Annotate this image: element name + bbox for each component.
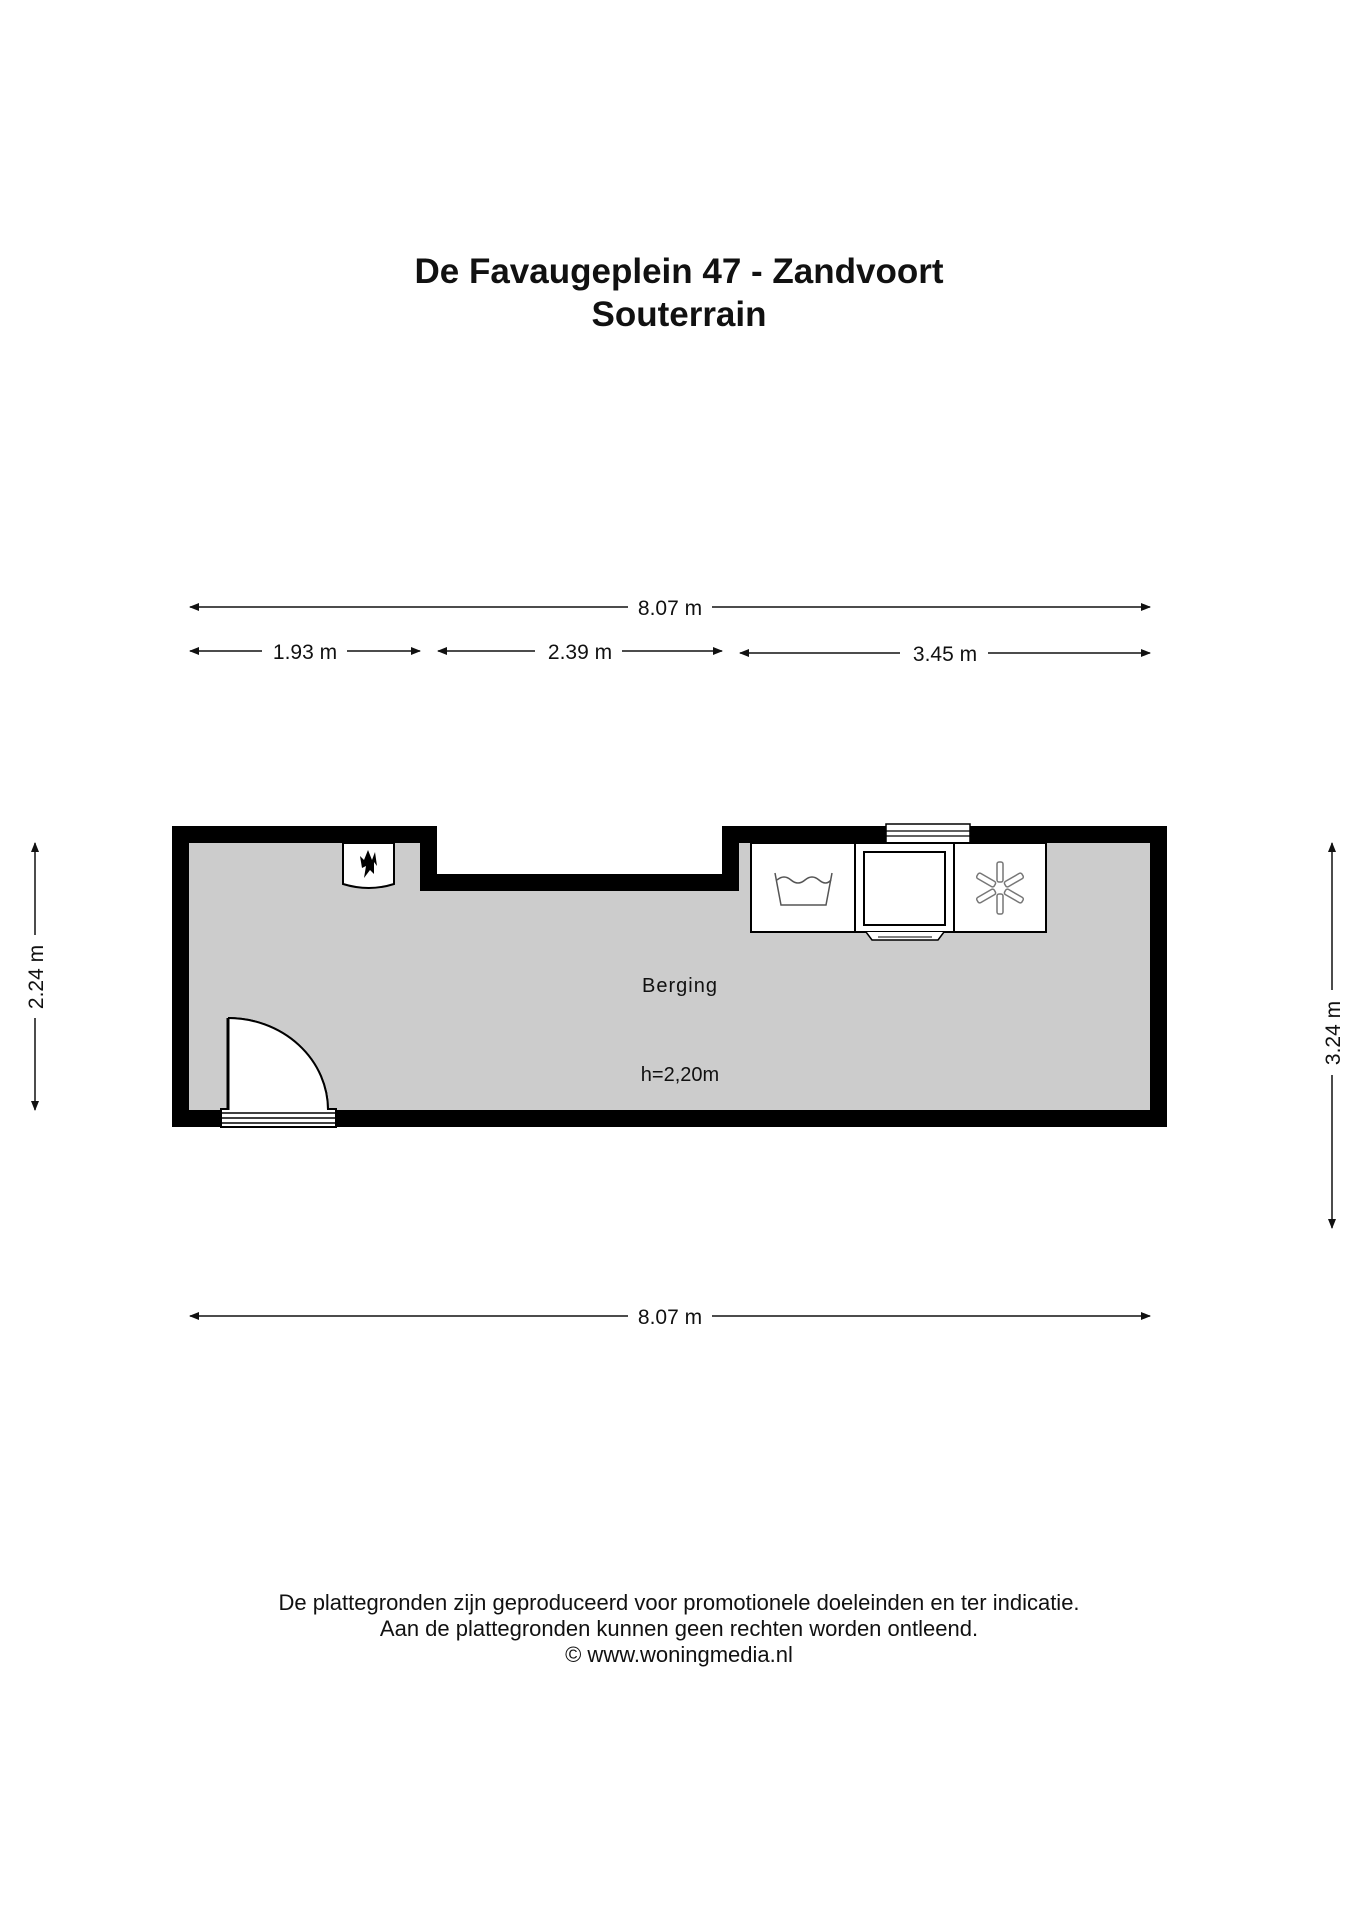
dimension-label: 3.45 m bbox=[912, 643, 978, 666]
dimension-label: 8.07 m bbox=[637, 1306, 703, 1329]
floor-name: Souterrain bbox=[591, 295, 767, 334]
sink-icon bbox=[751, 843, 855, 932]
window-icon bbox=[886, 824, 970, 844]
room-ceiling-height: h=2,20m bbox=[640, 1064, 720, 1086]
dimension-segment-1 bbox=[190, 641, 420, 664]
dimension-total-top bbox=[190, 597, 1150, 620]
copyright: © www.woningmedia.nl bbox=[565, 1642, 793, 1667]
plan-title: De Favaugeplein 47 - Zandvoort bbox=[414, 252, 944, 291]
dimension-label: 3.24 m bbox=[1322, 1000, 1345, 1066]
dimension-label: 1.93 m bbox=[272, 641, 338, 664]
dimension-right-height bbox=[1322, 843, 1345, 1228]
dimension-segment-2 bbox=[438, 641, 722, 664]
dimension-label: 2.39 m bbox=[547, 641, 613, 664]
dimension-label: 8.07 m bbox=[637, 597, 703, 620]
washing-machine-icon bbox=[855, 843, 954, 940]
dimension-left-height bbox=[25, 843, 48, 1110]
disclaimer bbox=[0, 1590, 1358, 1668]
boiler-icon bbox=[343, 843, 394, 888]
dimension-label: 2.24 m bbox=[25, 944, 48, 1010]
disclaimer-line-1: De plattegronden zijn geproduceerd voor promotionele doeleinden en ter indicatie. bbox=[278, 1590, 1080, 1615]
dryer-icon bbox=[954, 843, 1046, 932]
dimension-total-bottom bbox=[190, 1306, 1150, 1329]
disclaimer-line-2: Aan de plattegronden kunnen geen rechten worden ontleend. bbox=[379, 1616, 979, 1641]
room-name: Berging bbox=[642, 975, 718, 997]
dimension-segment-3 bbox=[740, 643, 1150, 666]
